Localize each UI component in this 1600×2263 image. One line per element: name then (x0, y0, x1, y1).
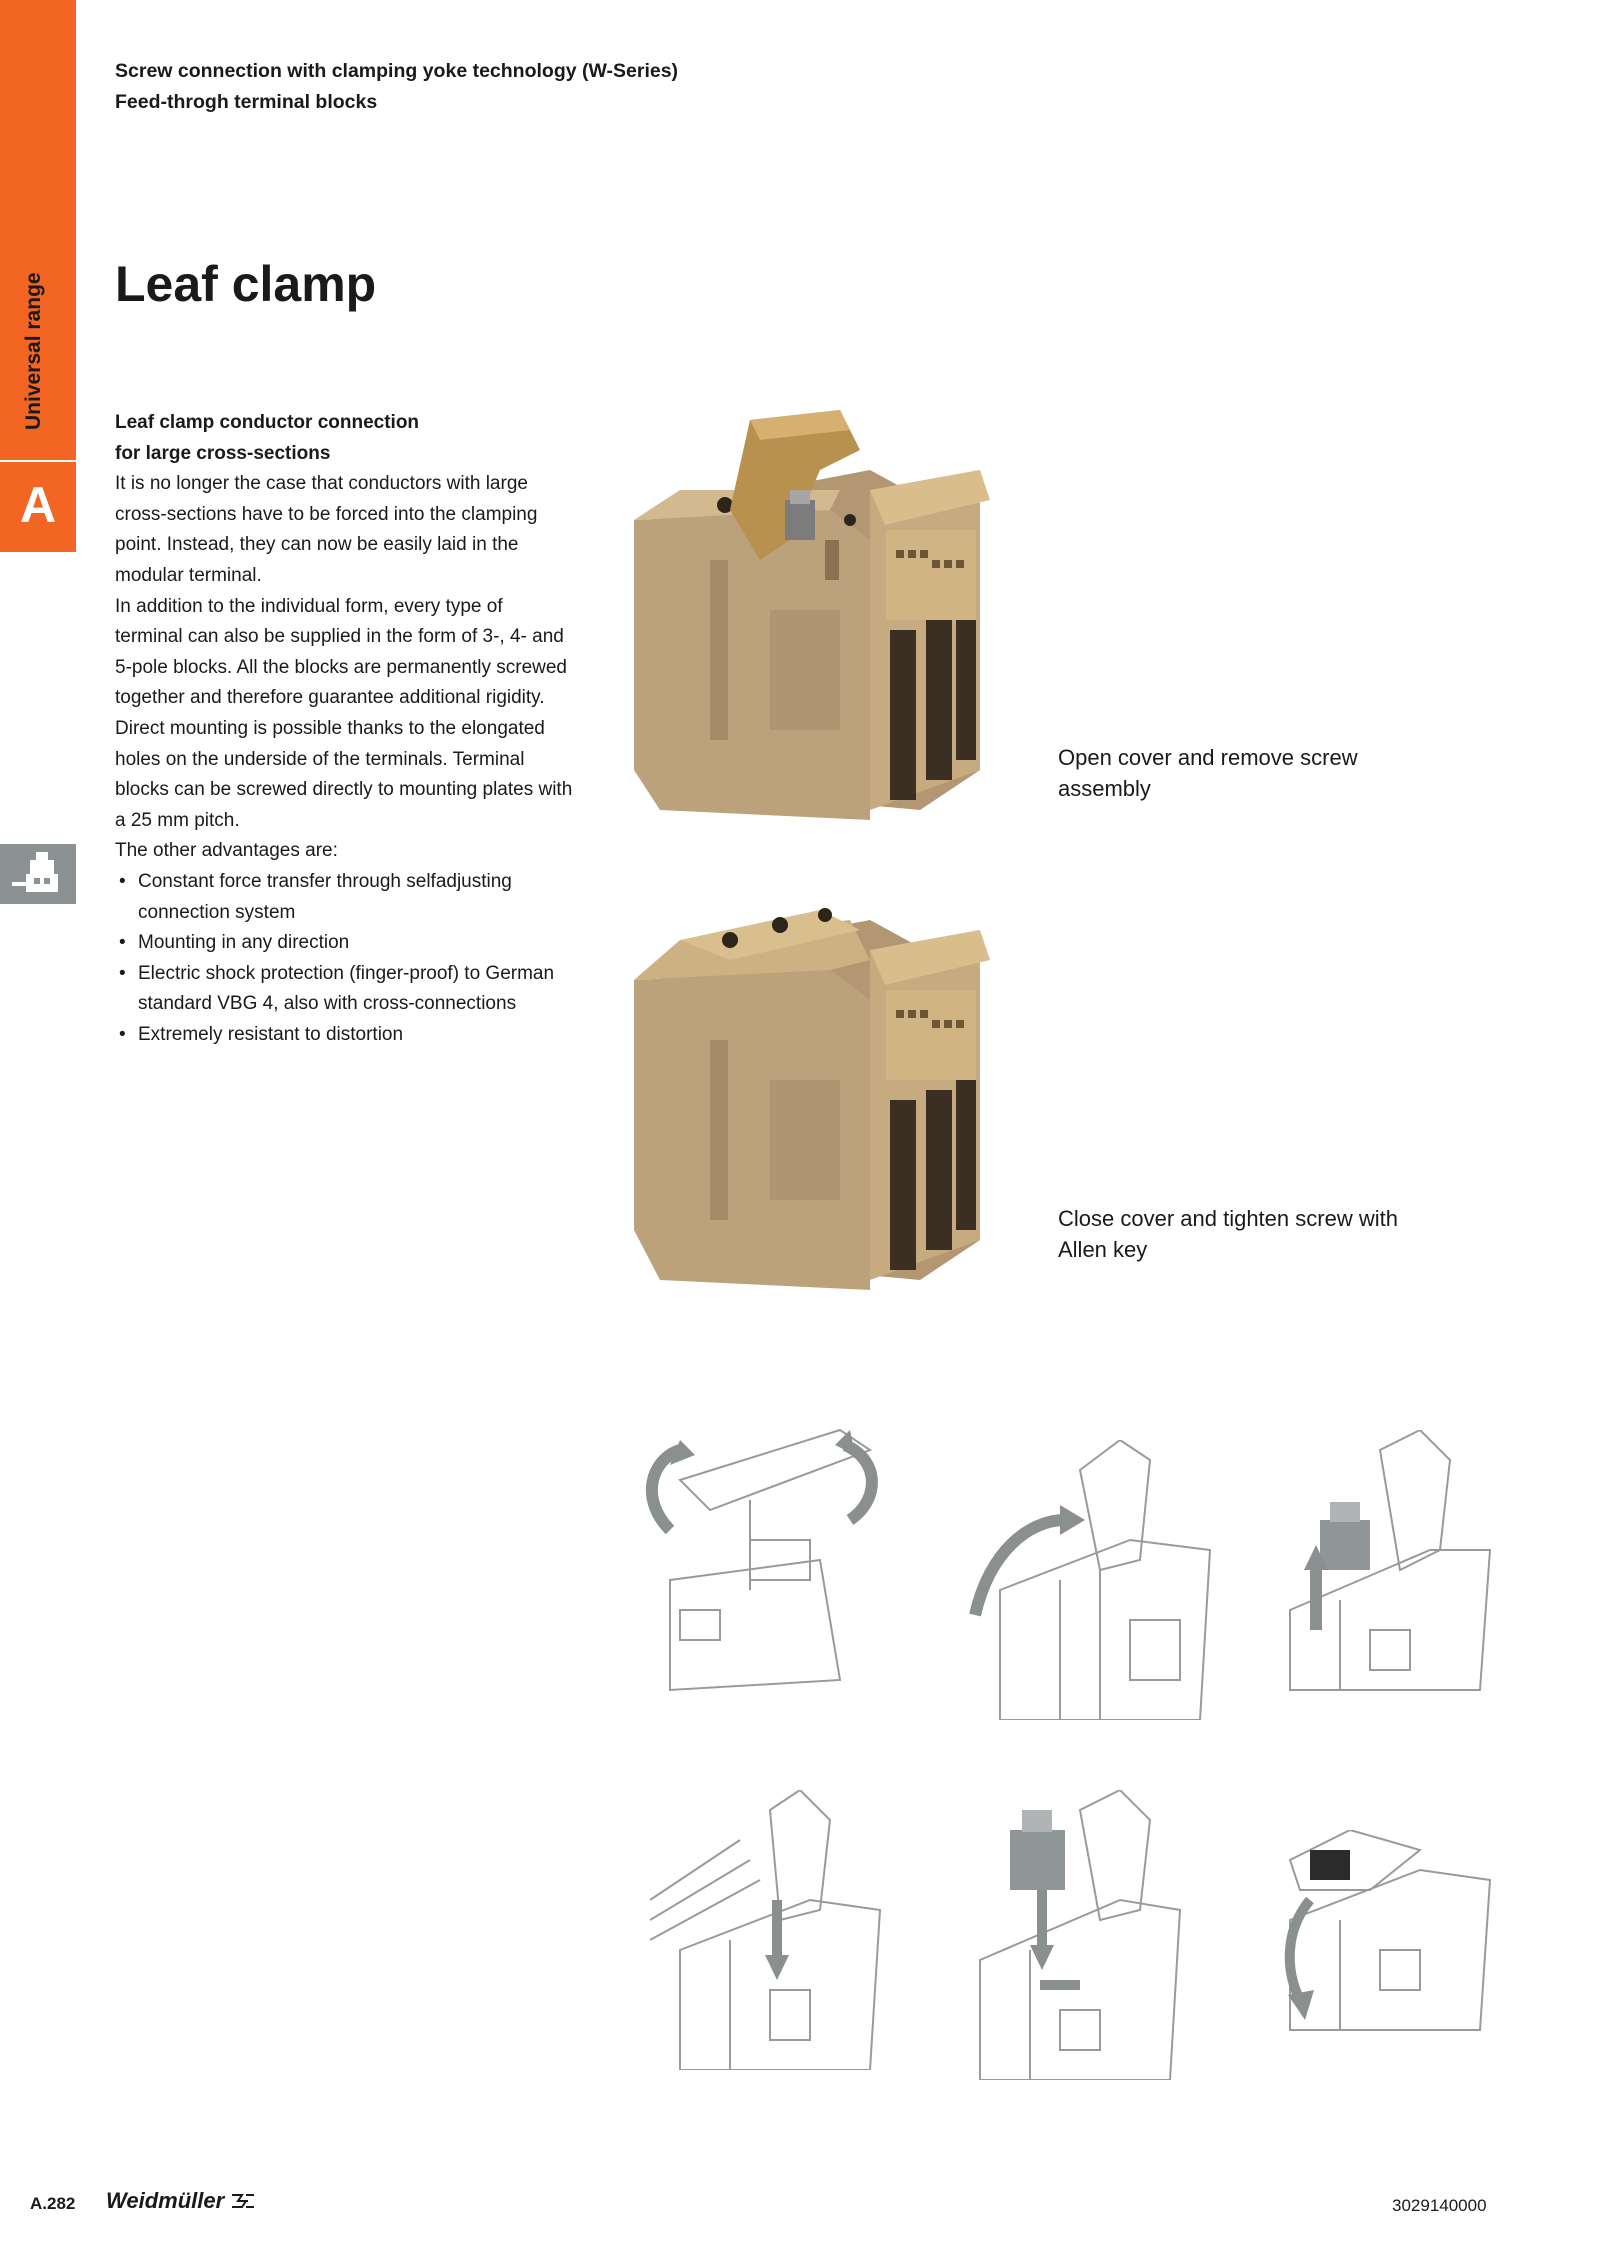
paragraph-3: The other advantages are: (115, 840, 338, 862)
list-item: • Constant force transfer through selfadjusting connection system (115, 867, 575, 928)
lead-line-2: for large cross-sections (115, 442, 331, 464)
document-code: 3029140000 (1392, 2196, 1487, 2215)
brand-name: Weidmüller (106, 2188, 225, 2213)
page-title: Leaf clamp (115, 256, 377, 312)
intro-text (115, 408, 575, 1050)
list-item: • Mounting in any direction (115, 928, 575, 959)
header-line-2: Feed-throgh terminal blocks (115, 91, 378, 113)
step-drawing-insert-screw (970, 1790, 1190, 2080)
section-tab (0, 0, 76, 552)
caption-open: Open cover and remove screw assembly (1058, 745, 1358, 801)
terminal-block-open-photo (620, 410, 1000, 830)
paragraph-2: In addition to the individual form, every type of terminal can also be supplied in the form of 3-, 4- and 5-pole blocks. All the blocks are permanently screwed together and therefore guarantee additional rigidity. Direct mounting is possible thanks to the elongated holes on the underside of the terminals. Terminal blocks can be screwed directly to mounting plates with a 25 mm pitch. (115, 595, 573, 831)
brand-logo (106, 2188, 256, 2214)
step-drawing-close-cover (1280, 1830, 1500, 2060)
lead-line-1: Leaf clamp conductor connection (115, 412, 420, 433)
terminal-block-closed-photo (620, 900, 1000, 1290)
page-number: A.282 (30, 2194, 76, 2213)
section-letter: A (20, 477, 57, 533)
step-drawing-open-cover (960, 1440, 1220, 1720)
header-line-1: Screw connection with clamping yoke technology (W-Series) (115, 60, 679, 82)
step-drawing-unscrew (640, 1420, 880, 1700)
paragraph-1: It is no longer the case that conductors with large cross-sections have to be forced into the clamping point. Instead, they can now be easily laid in the modular terminal. (115, 473, 538, 586)
brand-mark-icon (230, 2191, 256, 2211)
terminal-block-icon (0, 844, 76, 904)
range-label: Universal range (22, 272, 45, 430)
caption-close: Close cover and tighten screw with Allen key (1058, 1206, 1398, 1262)
step-drawing-remove-screw (1280, 1430, 1500, 1710)
tab-divider (0, 460, 76, 462)
step-drawing-insert-conductor (650, 1790, 890, 2070)
list-item: • Extremely resistant to distortion (115, 1020, 575, 1051)
advantages-list (115, 867, 575, 1051)
page-header (115, 56, 678, 118)
list-item: • Electric shock protection (finger-proof) to German standard VBG 4, also with cross-connections (115, 959, 575, 1020)
